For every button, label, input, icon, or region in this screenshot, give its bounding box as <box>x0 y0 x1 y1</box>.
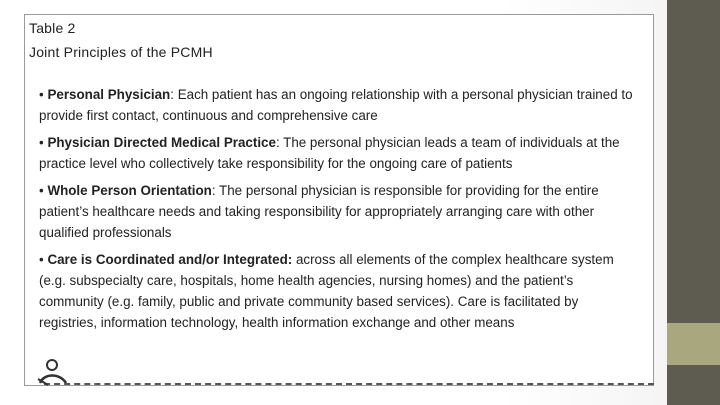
principle-text: : The personal physician is responsible for providing for the entire patient’s healthcare needs and taking responsibility for appropriately arranging care with other qualified professionals <box>39 183 599 240</box>
right-accent-bar-olive <box>667 323 720 365</box>
principle-text: across all elements of the complex healthcare system (e.g. subspecialty care, hospitals, home health agencies, nursing homes) and the patient’s community (e.g. family, public and private community based services). Care is facilitated by registries, information technology, health information exchange and other means <box>39 252 614 330</box>
principle-text: : Each patient has an ongoing relationship with a personal physician trained to provide first contact, continuous and comprehensive care <box>39 87 633 123</box>
principle-item <box>39 84 639 126</box>
dashed-divider <box>44 383 654 385</box>
right-accent-bar-bottom <box>667 365 720 405</box>
right-accent-bar-dark <box>667 0 720 323</box>
bullet: • <box>39 87 44 102</box>
principle-item <box>39 249 639 333</box>
bullet: • <box>39 252 44 267</box>
principle-name: Whole Person Orientation <box>47 183 212 198</box>
principle-name: Personal Physician <box>47 87 171 102</box>
principles-list <box>39 84 639 339</box>
bullet: • <box>39 135 44 150</box>
principle-name: Care is Coordinated and/or Integrated: <box>47 252 293 267</box>
bullet: • <box>39 183 44 198</box>
person-logo-icon <box>36 357 70 387</box>
table-label: Table 2 <box>29 20 76 36</box>
table-title: Joint Principles of the PCMH <box>29 44 213 60</box>
principle-name: Physician Directed Medical Practice <box>47 135 276 150</box>
principle-item <box>39 132 639 174</box>
principle-item <box>39 180 639 243</box>
principle-text: : The personal physician leads a team of individuals at the practice level who collectively take responsibility for the ongoing care of patients <box>39 135 620 171</box>
